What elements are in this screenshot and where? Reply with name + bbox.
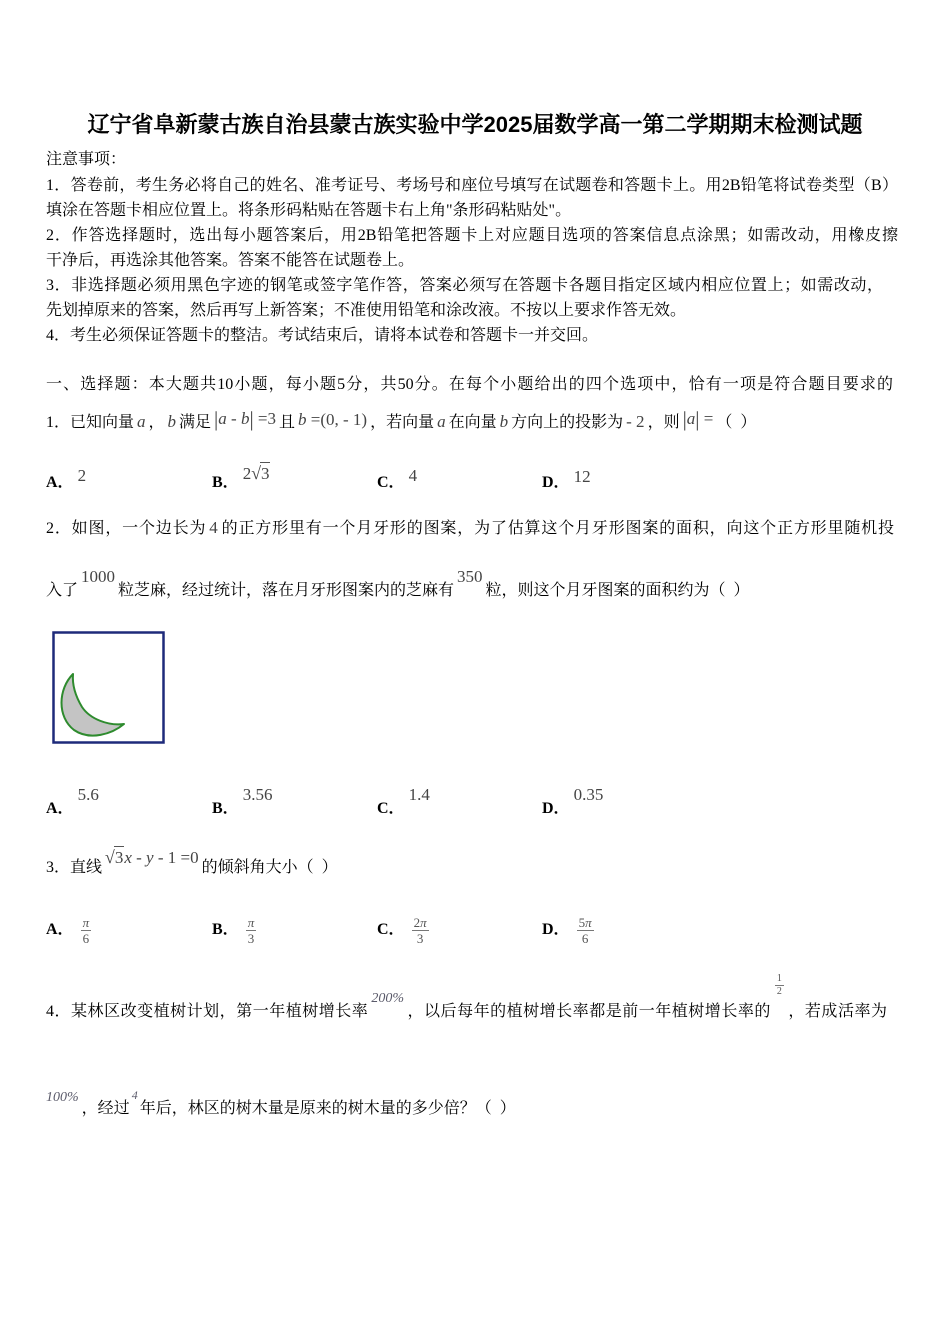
q1-text-then: ，则 [647,414,680,431]
q1-option-c [377,466,418,493]
option-label: A． [46,800,74,817]
q2-text-2: 的正方形里有一个月牙形的图案，为了估算这个月牙形图案的面积，向这个正方形里随机投 [220,520,894,537]
q2-text-1: 2．如图，一个边长为 [46,520,207,537]
q2-stem-line-2 [46,567,898,601]
q3-option-d [542,916,597,945]
q4-survival-rate: 100% [46,1090,79,1105]
option-label: C． [377,921,405,939]
q1-answer-bracket: （ ） [716,414,757,431]
q1-text-on-vector: 在向量 [448,414,497,431]
fraction-denominator: 3 [416,931,424,946]
q1-vector-a-2: a [437,412,446,431]
q3-option-c [377,916,432,945]
q1-condition-norm: |a - b| =3 [214,407,276,431]
q2-stem-line-1 [46,518,894,539]
q4-text-5: 年后，林区的树木量是原来的树木量的多少倍？（ ） [139,1100,516,1117]
q1-stem [46,407,898,433]
option-value: 5.6 [77,785,99,804]
option-value: 0.35 [573,785,604,804]
option-label: A． [46,474,74,491]
fraction-numerator: 1 [776,973,782,984]
q1-projection-value: - 2 [626,412,645,431]
q3-option-b [212,916,259,945]
q3-text-1: 3．直线 [46,859,103,876]
q1-norm-a: |a| = [682,407,714,431]
radical-sign: √ [251,463,261,483]
option-value: 2 [77,466,87,485]
q2-total-seeds: 1000 [81,567,116,586]
fraction-numerator: 2π [413,915,427,930]
option-label: B． [212,474,239,491]
option-label: D． [542,921,570,939]
note-4-line-1: 4．考生必须保证答题卡的整洁。考试结束后，请将本试卷和答题卡一并交回。 [46,327,599,344]
q1-option-b [212,463,270,493]
q1-text-and: 且 [279,414,296,431]
option-value: 4 [408,466,418,485]
q4-stem-line-1 [46,973,887,1024]
option-label: B． [212,921,239,939]
q1-vector-b: b [167,412,177,431]
q4-years: 4 [131,1088,138,1102]
q1-text-satisfy: 满足 [179,414,212,431]
option-fraction [577,916,594,945]
q2-option-c [377,785,430,819]
q1-text-projection: 方向上的投影为 [511,414,624,431]
q4-first-year-rate: 200% [371,991,404,1007]
q4-text-4: ，经过 [81,1100,130,1117]
option-fraction [246,916,257,945]
option-value: 1.4 [408,785,430,804]
square-root [105,848,124,868]
q2-text-4: 粒芝麻，经过统计，落在月牙形图案内的芝麻有 [118,582,455,599]
q4-stem-line-2 [46,1088,898,1120]
q2-side-length: 4 [209,518,218,537]
fraction-denominator: 6 [82,931,90,946]
note-3-line-1: 3．非选择题必须用黑色字迹的钢笔或签字笔作答，答案必须写在答题卡各题目指定区域内相应位置上；如需改动， [46,277,883,294]
option-value: 12 [573,467,591,486]
q2-option-d [542,785,604,819]
q2-figure-square-crescent [52,631,165,744]
q1-options [46,463,898,492]
q1-option-a [46,466,87,493]
q2-option-a [46,785,99,819]
equation-rest: x - y - 1 =0 [124,848,199,867]
figure-crescent [62,674,125,736]
q3-option-a [46,916,94,945]
option-fraction [412,916,429,945]
q3-line-equation [105,848,199,867]
q1-text-intro: 1．已知向量 [46,414,135,431]
fraction-numerator: 5π [578,915,592,930]
option-label: B． [212,800,239,817]
note-1-line-1: 1．答卷前，考生务必将自己的姓名、准考证号、考场号和座位号填写在试题卷和答题卡上。用2B铅笔将试卷类型（B） [46,177,898,194]
q1-text-if: ，若向量 [370,414,435,431]
q1-text-comma: ， [148,414,165,431]
q3-options [46,915,898,946]
q1-vector-b-2: b [499,412,509,431]
q2-seeds-inside: 350 [457,567,483,586]
option-label: C． [377,800,405,817]
fraction-denominator: 2 [776,986,782,997]
fraction-denominator: 3 [247,931,255,946]
radical-sign: √ [105,847,115,867]
q3-text-2: 的倾斜角大小（ ） [201,859,338,876]
option-label: D． [542,474,570,491]
square-root [251,464,270,484]
radicand: 3 [114,848,124,867]
note-2-line-1: 2．作答选择题时，选出每小题答案后，用2B铅笔把答题卡上对应题目选项的答案信息点涂黑；如需改动，用橡皮擦 [46,227,898,244]
option-value: 3.56 [242,785,273,804]
q2-text-5: 粒，则这个月牙图案的面积约为（ ） [485,582,750,599]
fraction-numerator: π [247,915,255,930]
q2-option-b [212,785,273,819]
coefficient: 2 [242,464,252,483]
q1-vector-b-value: b =(0, - 1) [298,410,368,429]
note-1-line-2: 填涂在答题卡相应位置上。将条形码粘贴在答题卡右上角"条形码粘贴处"。 [46,202,572,219]
q3-stem [46,847,898,878]
exam-title: 辽宁省阜新蒙古族自治县蒙古族实验中学2025届数学高一第二学期期末检测试题 [87,112,863,137]
fraction-denominator: 6 [581,931,589,946]
option-label: C． [377,474,405,491]
radicand: 3 [260,464,270,483]
q4-text-1: 4．某林区改变植树计划，第一年植树增长率 [46,1003,369,1021]
note-2-line-2: 干净后，再选涂其他答案。答案不能答在试题卷上。 [46,252,415,269]
q4-ratio-fraction [775,974,784,997]
note-3-line-2: 先划掉原来的答案，然后再写上新答案；不准使用铅笔和涂改液。不按以上要求作答无效。 [46,302,687,319]
q2-text-3: 入了 [46,582,79,599]
q4-text-3: ，若成活率为 [787,1003,887,1021]
fraction-numerator: π [82,915,90,930]
option-label: D． [542,800,570,817]
q4-text-2: ，以后每年的植树增长率都是前一年植树增长率的 [407,1003,771,1021]
section-heading: 一、选择题：本大题共10小题，每小题5分，共50分。在每个小题给出的四个选项中，恰有一项是符合题目要求的 [46,376,893,393]
q2-options [46,785,898,818]
q1-option-d [542,467,591,493]
option-fraction [81,916,92,945]
option-label: A． [46,921,74,939]
option-value [243,464,271,483]
q1-vector-a: a [137,412,146,431]
notes-heading: 注意事项： [46,151,127,168]
